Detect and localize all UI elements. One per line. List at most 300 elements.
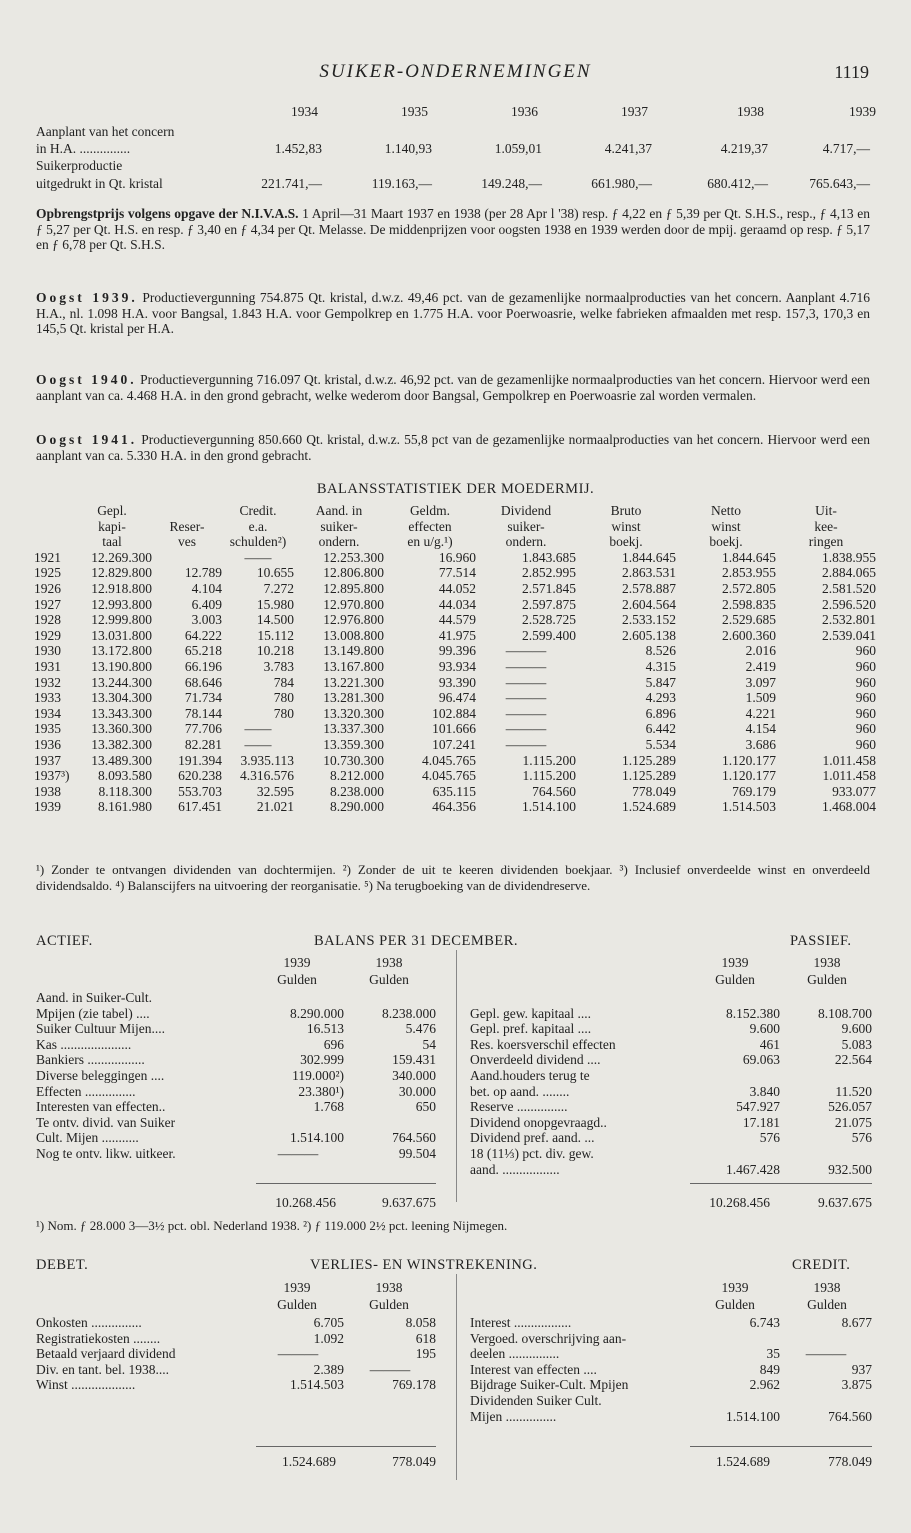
- table-cell: 661.980,—: [591, 176, 652, 191]
- table-row: [36, 1115, 436, 1131]
- table-cell: 3.686: [745, 736, 776, 752]
- paragraph-heading: Opbrengstprijs volgens opgave der N.I.V.A.S.: [36, 206, 299, 221]
- table-row: [470, 1331, 872, 1347]
- passief-table: [470, 990, 872, 1177]
- table-cell: 13.360.300: [91, 721, 152, 737]
- table-cell: 32.595: [256, 783, 294, 799]
- table-cell: 2.604.564: [622, 596, 676, 612]
- table-cell: 933.077: [832, 783, 876, 799]
- value-1938: 99.504: [398, 1145, 436, 1161]
- debet-total-1938: 778.049: [392, 1454, 436, 1469]
- table-cell: 2.863.531: [622, 565, 676, 581]
- table-cell: 10.730.300: [323, 752, 384, 768]
- table-row: [34, 706, 876, 722]
- table-cell: 769.179: [732, 783, 776, 799]
- table-cell: 1.115.200: [522, 752, 576, 768]
- table-row: [34, 784, 876, 800]
- row-label: Dividend pref. aand. ...: [470, 1130, 595, 1146]
- table-cell: [34, 534, 72, 550]
- total-rule: [256, 1183, 436, 1184]
- table-cell: 93.390: [438, 674, 476, 690]
- table-row: [34, 721, 876, 737]
- column-divider: [456, 950, 457, 1202]
- row-label: Aand. in Suiker-Cult.: [36, 990, 152, 1005]
- year-header: 1939: [283, 1280, 311, 1295]
- table-cell: 4.293: [645, 690, 676, 706]
- row-label: Nog te ontv. likw. uitkeer.: [36, 1145, 176, 1161]
- credit-total-1939: 1.524.689: [716, 1454, 770, 1469]
- table-cell: [34, 503, 72, 519]
- table-row: [34, 597, 876, 613]
- column-header: kee-: [814, 518, 838, 534]
- table-cell: 78.144: [184, 705, 222, 721]
- table-cell: 77.706: [184, 721, 222, 737]
- row-label: Gepl. pref. kapitaal ....: [470, 1021, 592, 1037]
- currency-header: Gulden: [369, 972, 409, 987]
- value-1938: 22.564: [834, 1052, 872, 1068]
- table-cell: 12.999.800: [91, 612, 152, 628]
- value-1938: 9.600: [841, 1021, 872, 1037]
- stat-title: BALANSSTATISTIEK DER MOEDERMIJ.: [316, 481, 595, 497]
- row-year: 1927: [34, 596, 61, 612]
- table-row: [470, 1037, 872, 1053]
- table-row: [470, 1084, 872, 1100]
- row-label: Mijen ...............: [470, 1408, 557, 1424]
- value-1939: ———: [277, 1145, 319, 1161]
- value-1938: 159.431: [392, 1052, 436, 1068]
- table-cell: 4.315: [645, 658, 676, 674]
- paragraph-heading: Oogst 1941.: [36, 432, 138, 447]
- value-1938: 8.108.700: [818, 1005, 872, 1021]
- value-1938: 526.057: [828, 1099, 872, 1115]
- page-number: 1119: [834, 62, 869, 82]
- column-header: e.a.: [248, 518, 268, 534]
- table-cell: 960: [855, 658, 876, 674]
- table-row: [470, 1362, 872, 1378]
- table-cell: ———: [505, 721, 547, 737]
- row-label: Winst ...................: [36, 1377, 136, 1393]
- table-cell: 13.304.300: [91, 690, 152, 706]
- stat-table: [34, 503, 876, 815]
- value-1938: ———: [805, 1346, 847, 1362]
- row-label: Betaald verjaard dividend: [36, 1346, 176, 1362]
- table-cell: 66.196: [184, 658, 222, 674]
- table-cell: 99.396: [438, 643, 476, 659]
- table-cell: 2.599.400: [522, 627, 576, 643]
- table-cell: 13.167.800: [323, 658, 384, 674]
- value-1938: 8.238.000: [382, 1005, 436, 1021]
- year-col-1937: 1937: [621, 104, 648, 119]
- table-cell: 44.034: [438, 596, 476, 612]
- row-year: 1934: [34, 705, 61, 721]
- row-year: 1938: [34, 783, 61, 799]
- column-header: winst: [711, 518, 741, 534]
- table-cell: 1.509: [745, 690, 776, 706]
- year-header: 1938: [375, 1280, 403, 1295]
- total-rule: [690, 1183, 872, 1184]
- year-col-1938: 1938: [737, 104, 764, 119]
- table-cell: 1.140,93: [384, 141, 432, 156]
- paragraph-text: Productievergunning 716.097 Qt. kristal, d.w.z. 46,92 pct. van de gezamenlijke normaalproducties van het concern. Hiervoor werd een aanplant van ca. 4.468 H.A. in den grond gebracht, welke wederom door Bangsal, Gempolkrep en Poerwoasrie zal worden vermalen.: [36, 372, 871, 403]
- year-header: 1939: [283, 955, 311, 970]
- passief-total-1939: 10.268.456: [709, 1195, 770, 1210]
- total-rule: [690, 1446, 872, 1447]
- table-cell: 13.343.300: [91, 705, 152, 721]
- table-cell: 65.218: [184, 643, 222, 659]
- page-title: SUIKER-ONDERNEMINGEN: [319, 61, 592, 82]
- table-cell: 2.532.801: [822, 612, 876, 628]
- table-cell: 149.248,—: [481, 176, 542, 191]
- row-label: Diverse beleggingen ....: [36, 1067, 165, 1083]
- value-1938: 195: [415, 1346, 436, 1362]
- value-1938: 764.560: [392, 1130, 436, 1146]
- table-cell: 13.008.800: [323, 627, 384, 643]
- table-cell: ——: [244, 721, 272, 737]
- table-row: [34, 737, 876, 753]
- table-cell: 5.534: [645, 736, 676, 752]
- row-label: Onkosten ...............: [36, 1315, 142, 1330]
- table-cell: 1.120.177: [722, 752, 776, 768]
- row-year: 1932: [34, 674, 61, 690]
- table-row: [36, 1331, 436, 1347]
- credit-heading: CREDIT.: [792, 1257, 851, 1273]
- table-cell: ———: [505, 690, 547, 706]
- table-row: [34, 581, 876, 597]
- table-cell: 12.829.800: [91, 565, 152, 581]
- value-1938: [780, 1393, 872, 1409]
- table-row: [470, 990, 872, 1006]
- currency-header: Gulden: [715, 1297, 755, 1312]
- value-1938: 8.677: [841, 1315, 872, 1330]
- table-row: [36, 990, 436, 1006]
- table-row: [470, 1346, 872, 1362]
- debet-table: [36, 1315, 436, 1393]
- table-cell: 4.221: [745, 705, 776, 721]
- table-cell: 1.125.289: [622, 752, 676, 768]
- table-cell: 15.980: [256, 596, 294, 612]
- column-header: ves: [178, 534, 196, 550]
- value-1939: [688, 1146, 780, 1162]
- value-1938: 618: [415, 1330, 436, 1346]
- table-row: [34, 643, 876, 659]
- value-1939: 1.514.503: [290, 1377, 344, 1393]
- stat-header-row: [34, 503, 876, 519]
- value-1938: ———: [369, 1361, 411, 1377]
- table-cell: 2.852.995: [522, 565, 576, 581]
- table-cell: 6.409: [191, 596, 222, 612]
- table-cell: ———: [505, 674, 547, 690]
- currency-header: Gulden: [715, 972, 755, 987]
- table-cell: 617.451: [178, 799, 222, 815]
- table-cell: 1.452,83: [274, 141, 322, 156]
- row-label: Mpijen (zie tabel) ....: [36, 1005, 150, 1021]
- table-cell: 12.789: [184, 565, 222, 581]
- value-1939: 6.743: [749, 1315, 780, 1330]
- table-cell: 6.896: [645, 705, 676, 721]
- table-cell: 464.356: [432, 799, 476, 815]
- row-label: Onverdeeld dividend ....: [470, 1052, 601, 1068]
- table-cell: 1.120.177: [722, 768, 776, 784]
- value-1939: 2.962: [749, 1377, 780, 1393]
- table-row: [36, 1084, 436, 1100]
- table-cell: 784: [273, 674, 294, 690]
- row-label: [470, 990, 688, 1006]
- table-cell: 7.272: [263, 580, 294, 596]
- value-1939: [688, 1068, 780, 1084]
- value-1938: 3.875: [841, 1377, 872, 1393]
- table-cell: 2.572.805: [722, 580, 776, 596]
- column-header: Dividend: [500, 503, 552, 518]
- column-header: boekj.: [709, 534, 743, 550]
- stat-footnote: ¹) Zonder te ontvangen dividenden van dochtermijen. ²) Zonder de uit te keeren dividenden boekjaar. ³) Inclusief onverdeelde winst en onverdeeld dividendsaldo. ⁴) Balanscijfers na uitvoering der reorganisatie. ⁵) Na terugboeking van de dividendreserve.: [36, 862, 870, 893]
- table-row: [34, 628, 876, 644]
- actief-total-1939: 10.268.456: [275, 1195, 336, 1210]
- row-label: Effecten ...............: [36, 1083, 136, 1099]
- value-1938: 54: [422, 1036, 436, 1052]
- value-1939: 2.389: [313, 1361, 344, 1377]
- value-1938: [780, 1331, 872, 1347]
- table-row: [34, 612, 876, 628]
- table-cell: 2.884.065: [822, 565, 876, 581]
- table-cell: 4.219,37: [720, 141, 768, 156]
- value-1938: 21.075: [834, 1114, 872, 1130]
- row-label: aand. .................: [470, 1161, 560, 1177]
- table-cell: 2.853.955: [722, 565, 776, 581]
- table-cell: 1.011.458: [822, 752, 876, 768]
- table-cell: 778.049: [632, 783, 676, 799]
- table-cell: 1.125.289: [622, 768, 676, 784]
- table-cell: 8.238.000: [330, 783, 384, 799]
- table-cell: 77.514: [438, 565, 476, 581]
- table-cell: 10.655: [256, 565, 294, 581]
- table-row: [36, 1037, 436, 1053]
- table-cell: 15.112: [257, 627, 294, 643]
- vw-title: VERLIES- EN WINSTREKENING.: [310, 1257, 538, 1273]
- row-year: 1935: [34, 721, 61, 737]
- table-row: [470, 1115, 872, 1131]
- row-label-aanplant: Aanplant van het concern: [36, 124, 175, 139]
- table-cell: ———: [505, 643, 547, 659]
- table-cell: 765.643,—: [809, 176, 870, 191]
- table-cell: 13.221.300: [323, 674, 384, 690]
- passief-total-1938: 9.637.675: [818, 1195, 872, 1210]
- row-label: Te ontv. divid. van Suiker: [36, 1114, 176, 1130]
- value-1939: 1.514.100: [290, 1130, 344, 1146]
- value-1939: 119.000²): [292, 1067, 344, 1083]
- table-row: [34, 675, 876, 691]
- value-1938: 932.500: [828, 1161, 872, 1177]
- table-cell: 12.895.800: [323, 580, 384, 596]
- table-cell: 2.605.138: [622, 627, 676, 643]
- paragraph-text: Productievergunning 754.875 Qt. kristal, d.w.z. 49,46 pct. van de gezamenlijke normaalproducties van het concern. Aanplant 4.716 H.A., nl. 1.098 H.A. voor Bangsal, 1.843 H.A. voor Gempolkrep en 1.775 H.A. voor Poerwoasrie, welke fabrieken afmaalden met resp. 157,3, 170,3 en 145,5 Qt. kristal per H.A.: [36, 290, 870, 337]
- row-label: Aand.houders terug te: [470, 1067, 590, 1083]
- table-cell: 6.442: [645, 721, 676, 737]
- column-header: ondern.: [318, 534, 360, 550]
- balans-footnote: ¹) Nom. ƒ 28.000 3—3½ pct. obl. Nederland 1938. ²) ƒ 119.000 2½ pct. leening Nijmegen.: [36, 1218, 508, 1233]
- column-header: Reser-: [169, 518, 205, 534]
- table-cell: 13.337.300: [323, 721, 384, 737]
- table-cell: 1.843.685: [522, 549, 576, 565]
- table-cell: 960: [855, 736, 876, 752]
- table-row: [470, 1393, 872, 1409]
- value-1939: 547.927: [736, 1099, 780, 1115]
- value-1939: 8.152.380: [726, 1005, 780, 1021]
- column-header: ondern.: [505, 534, 547, 550]
- value-1938: [780, 1068, 872, 1084]
- table-cell: 13.281.300: [323, 690, 384, 706]
- row-label: Gepl. gew. kapitaal ....: [470, 1005, 591, 1021]
- value-1939: 1.467.428: [726, 1161, 780, 1177]
- table-cell: 68.646: [184, 674, 222, 690]
- table-cell: 13.320.300: [323, 705, 384, 721]
- table-cell: 13.031.800: [91, 627, 152, 643]
- table-cell: 1.514.100: [522, 799, 576, 815]
- table-row: [34, 753, 876, 769]
- table-row: [34, 690, 876, 706]
- value-1939: [688, 1331, 780, 1347]
- value-1938: 764.560: [828, 1408, 872, 1424]
- table-cell: 21.021: [256, 799, 294, 815]
- table-row: [470, 1130, 872, 1146]
- table-row: [34, 565, 876, 581]
- table-cell: 680.412,—: [707, 176, 768, 191]
- column-header: Gepl.: [97, 503, 127, 518]
- table-cell: 12.993.800: [91, 596, 152, 612]
- currency-header: Gulden: [807, 1297, 847, 1312]
- table-cell: 5.847: [645, 674, 676, 690]
- row-year: 1937³): [34, 768, 70, 784]
- paragraph-heading: Oogst 1939.: [36, 290, 138, 305]
- actief-table: [36, 990, 436, 1162]
- column-header: boekj.: [609, 534, 643, 550]
- table-cell: 2.539.041: [822, 627, 876, 643]
- table-cell: 71.734: [184, 690, 222, 706]
- table-cell: 960: [855, 643, 876, 659]
- row-year: 1929: [34, 627, 61, 643]
- table-cell: 13.244.300: [91, 674, 152, 690]
- credit-table: [470, 1315, 872, 1424]
- table-cell: 4.045.765: [422, 752, 476, 768]
- paragraph-text: Productievergunning 850.660 Qt. kristal, d.w.z. 55,8 pct van de gezamenlijke normaalproducties van het concern. Hiervoor werd een aanplant van ca. 5.330 H.A. in den grond gebracht.: [36, 432, 871, 463]
- row-year: 1937: [34, 752, 61, 768]
- row-label: Div. en tant. bel. 1938....: [36, 1361, 169, 1377]
- row-label: Vergoed. overschrijving aan-: [470, 1330, 627, 1346]
- actief-heading: ACTIEF.: [36, 933, 93, 949]
- table-cell: 4.154: [745, 721, 776, 737]
- table-cell: 101.666: [432, 721, 476, 737]
- table-cell: 764.560: [532, 783, 576, 799]
- row-year: 1926: [34, 580, 61, 596]
- paragraph-oogst-1939: [36, 290, 870, 337]
- value-1938: [780, 990, 872, 1006]
- row-year: 1933: [34, 690, 61, 706]
- year-header: 1938: [813, 955, 841, 970]
- value-1938: [344, 990, 436, 1006]
- currency-header: Gulden: [369, 1297, 409, 1312]
- table-cell: 8.290.000: [330, 799, 384, 815]
- table-row: [36, 1068, 436, 1084]
- year-col-1935: 1935: [401, 104, 428, 119]
- table-cell: 2.528.725: [522, 612, 576, 628]
- table-cell: 2.016: [745, 643, 776, 659]
- table-cell: 96.474: [438, 690, 476, 706]
- table-cell: 12.976.800: [323, 612, 384, 628]
- value-1939: 9.600: [749, 1021, 780, 1037]
- table-cell: 13.172.800: [91, 643, 152, 659]
- table-cell: 2.571.845: [522, 580, 576, 596]
- table-row: [36, 1021, 436, 1037]
- table-row: [470, 1409, 872, 1425]
- year-col-1936: 1936: [511, 104, 538, 119]
- table-cell: 2.597.875: [522, 596, 576, 612]
- table-row: [470, 1006, 872, 1022]
- table-cell: 1.524.689: [622, 799, 676, 815]
- value-1939: 16.513: [306, 1021, 344, 1037]
- actief-total-1938: 9.637.675: [382, 1195, 436, 1210]
- table-cell: 8.118.300: [98, 783, 152, 799]
- row-label: Dividend onopgevraagd..: [470, 1114, 607, 1130]
- table-cell: 960: [855, 705, 876, 721]
- value-1939: 6.705: [313, 1315, 344, 1330]
- table-row: [470, 1099, 872, 1115]
- column-header: Aand. in: [315, 503, 363, 518]
- table-row: [470, 1146, 872, 1162]
- table-row: [36, 1130, 436, 1146]
- table-cell: 2.533.152: [622, 612, 676, 628]
- value-1939: 1.092: [313, 1330, 344, 1346]
- table-row: [36, 1006, 436, 1022]
- row-label: Interest van effecten ....: [470, 1361, 597, 1377]
- value-1939: 69.063: [742, 1052, 780, 1068]
- year-header: 1938: [813, 1280, 841, 1295]
- table-cell: 2.596.520: [822, 596, 876, 612]
- table-cell: 107.241: [432, 736, 476, 752]
- table-cell: 4.241,37: [604, 141, 652, 156]
- value-1938: 576: [851, 1130, 872, 1146]
- balans-title: BALANS PER 31 DECEMBER.: [314, 933, 519, 949]
- row-label: 18 (11⅓) pct. div. gew.: [470, 1145, 594, 1161]
- value-1939: ———: [277, 1346, 319, 1362]
- row-label: Kas .....................: [36, 1036, 132, 1052]
- table-cell: 102.884: [432, 705, 476, 721]
- table-cell: 13.382.300: [91, 736, 152, 752]
- row-label-aanplant-2: in H.A. ...............: [36, 141, 131, 156]
- table-cell: 1.838.955: [822, 549, 876, 565]
- table-cell: 4.045.765: [422, 768, 476, 784]
- value-1938: [780, 1146, 872, 1162]
- currency-header: Gulden: [277, 1297, 317, 1312]
- row-label: Suiker Cultuur Mijen....: [36, 1021, 165, 1037]
- table-cell: 13.149.800: [323, 643, 384, 659]
- value-1939: 1.768: [313, 1099, 344, 1115]
- column-header: suiker-: [507, 518, 545, 534]
- table-cell: ———: [505, 736, 547, 752]
- table-row: [470, 1377, 872, 1393]
- row-label: Bankiers .................: [36, 1052, 145, 1068]
- debet-heading: DEBET.: [36, 1257, 89, 1273]
- table-row: [34, 768, 876, 784]
- table-cell: 221.741,—: [261, 176, 322, 191]
- table-cell: 93.934: [438, 658, 476, 674]
- value-1938: 340.000: [392, 1067, 436, 1083]
- table-row: [470, 1315, 872, 1331]
- table-cell: 960: [855, 674, 876, 690]
- table-row: [36, 1099, 436, 1115]
- debet-total-1939: 1.524.689: [282, 1454, 336, 1469]
- value-1939: 576: [759, 1130, 780, 1146]
- passief-heading: PASSIEF.: [790, 933, 852, 949]
- table-cell: 1.514.503: [722, 799, 776, 815]
